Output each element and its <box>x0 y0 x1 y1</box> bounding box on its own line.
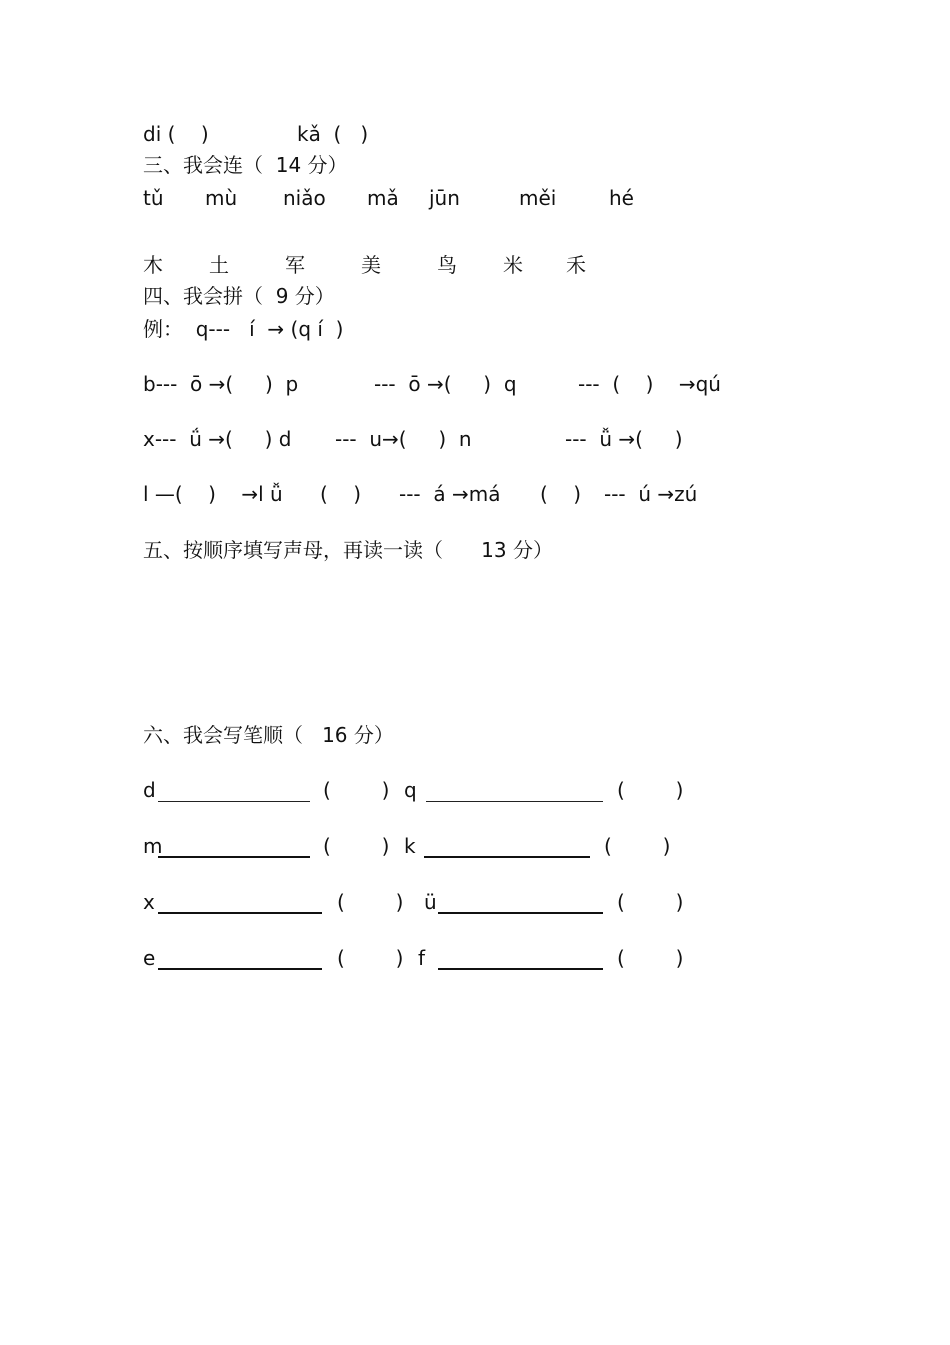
spell-item: --- ú →zú <box>604 482 698 506</box>
spell-item: ( ) <box>320 482 362 506</box>
hanzi-item: 禾 <box>566 253 586 277</box>
stroke-order-line[interactable] <box>424 856 590 858</box>
pinyin-item: mǎ <box>367 186 399 210</box>
hanzi-item: 木 <box>143 253 163 277</box>
stroke-order-line[interactable] <box>158 801 310 802</box>
letter-label: k <box>404 834 416 858</box>
stroke-count-blank: ( ) <box>604 834 671 858</box>
stroke-count-blank: ( ) <box>337 890 404 914</box>
pinyin-item: hé <box>609 186 634 210</box>
pinyin-item: tǔ <box>143 186 164 210</box>
spell-item: --- á →má <box>399 482 501 506</box>
section-6-title: 六、我会写笔顺（ 16 分） <box>143 723 394 747</box>
pinyin-blank-ka: kǎ ( ) <box>297 122 369 146</box>
hanzi-item: 土 <box>209 253 229 277</box>
hanzi-item: 鸟 <box>437 253 457 277</box>
spell-item: b--- ō →( ) p <box>143 372 299 396</box>
stroke-order-line[interactable] <box>158 968 322 970</box>
stroke-order-line[interactable] <box>438 968 603 970</box>
letter-label: d <box>143 778 156 802</box>
spell-item: --- u→( ) n <box>335 427 472 451</box>
stroke-count-blank: ( ) <box>617 778 684 802</box>
spell-item: --- ō →( ) q <box>374 372 517 396</box>
pinyin-item: jūn <box>429 186 460 210</box>
stroke-count-blank: ( ) <box>617 946 684 970</box>
spell-item: x--- ǘ →( ) d <box>143 427 292 451</box>
spell-item: --- ǚ →( ) <box>565 427 683 451</box>
pinyin-item: měi <box>519 186 557 210</box>
spell-item: l —( ) →l ǚ <box>143 482 283 506</box>
stroke-order-line[interactable] <box>158 912 322 914</box>
stroke-count-blank: ( ) <box>617 890 684 914</box>
letter-label: x <box>143 890 155 914</box>
pinyin-item: mù <box>205 186 238 210</box>
pinyin-blank-di: di ( ) <box>143 122 209 146</box>
letter-label: f <box>418 946 426 970</box>
hanzi-item: 军 <box>285 253 305 277</box>
example-line: 例： q--- í → (q í ) <box>143 317 344 341</box>
spell-item: --- ( ) →qú <box>578 372 721 396</box>
letter-label: ü <box>424 890 437 914</box>
letter-label: e <box>143 946 156 970</box>
stroke-count-blank: ( ) <box>323 834 390 858</box>
spell-item: ( ) <box>540 482 582 506</box>
stroke-count-blank: ( ) <box>337 946 404 970</box>
section-5-title: 五、按顺序填写声母，再读一读（ 13 分） <box>143 538 553 562</box>
pinyin-item: niǎo <box>283 186 326 210</box>
stroke-order-line[interactable] <box>438 912 603 914</box>
stroke-count-blank: ( ) <box>323 778 390 802</box>
hanzi-item: 美 <box>361 253 381 277</box>
stroke-order-line[interactable] <box>158 856 310 858</box>
stroke-order-line[interactable] <box>426 801 603 802</box>
section-4-title: 四、我会拼（ 9 分） <box>143 284 335 308</box>
hanzi-item: 米 <box>503 253 523 277</box>
letter-label: q <box>404 778 417 802</box>
section-3-title: 三、我会连（ 14 分） <box>143 153 348 177</box>
letter-label: m <box>143 834 163 858</box>
